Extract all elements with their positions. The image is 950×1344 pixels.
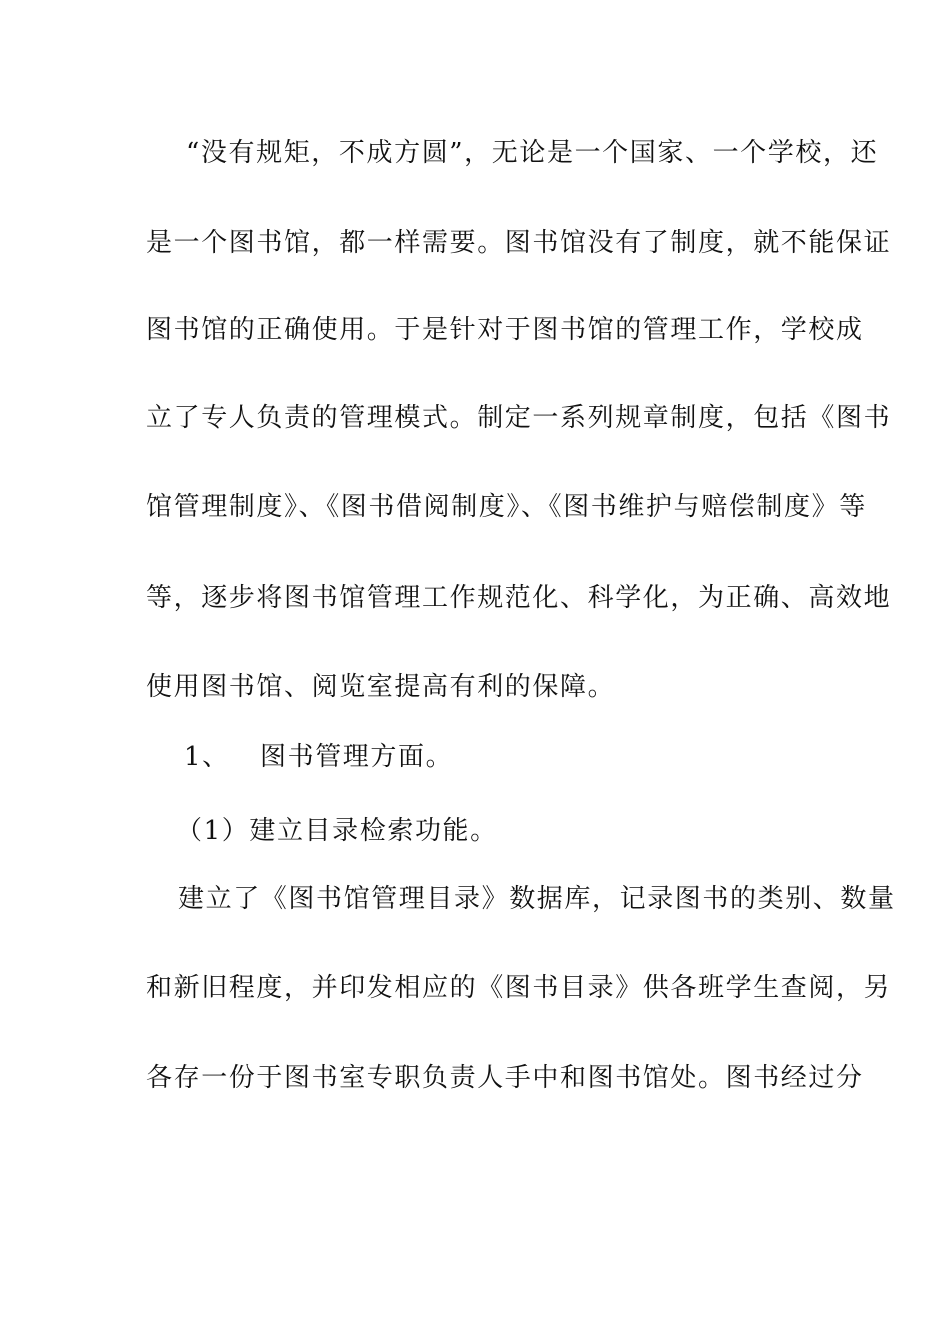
paragraph-2-line-2: 和新旧程度，并印发相应的《图书目录》供各班学生查阅，另: [146, 973, 892, 1003]
paragraph-1-line-2: 是一个图书馆，都一样需要。图书馆没有了制度，就不能保证: [146, 228, 892, 258]
paragraph-2-line-3: 各存一份于图书室专职负责人手中和图书馆处。图书经过分: [146, 1063, 864, 1093]
section-heading-1-text: 图书管理方面。: [260, 742, 454, 772]
paragraph-2-line-1: 建立了《图书馆管理目录》数据库，记录图书的类别、数量: [178, 884, 896, 914]
paragraph-1-line-4: 立了专人负责的管理模式。制定一系列规章制度，包括《图书: [146, 403, 892, 433]
subsection-heading-1: （1）建立目录检索功能。: [176, 816, 498, 846]
paragraph-1-line-5: 馆管理制度》、《图书借阅制度》、《图书维护与赔偿制度》等: [146, 492, 867, 522]
paragraph-1-line-3: 图书馆的正确使用。于是针对于图书馆的管理工作，学校成: [146, 315, 864, 345]
paragraph-1-line-7: 使用图书馆、阅览室提高有利的保障。: [146, 672, 616, 702]
paragraph-1-line-6: 等，逐步将图书馆管理工作规范化、科学化，为正确、高效地: [146, 583, 892, 613]
section-heading-1-number: 1、: [184, 742, 230, 772]
paragraph-1-line-1: “没有规矩，不成方圆”，无论是一个国家、一个学校，还: [186, 138, 879, 168]
section-heading-1: [184, 740, 844, 774]
